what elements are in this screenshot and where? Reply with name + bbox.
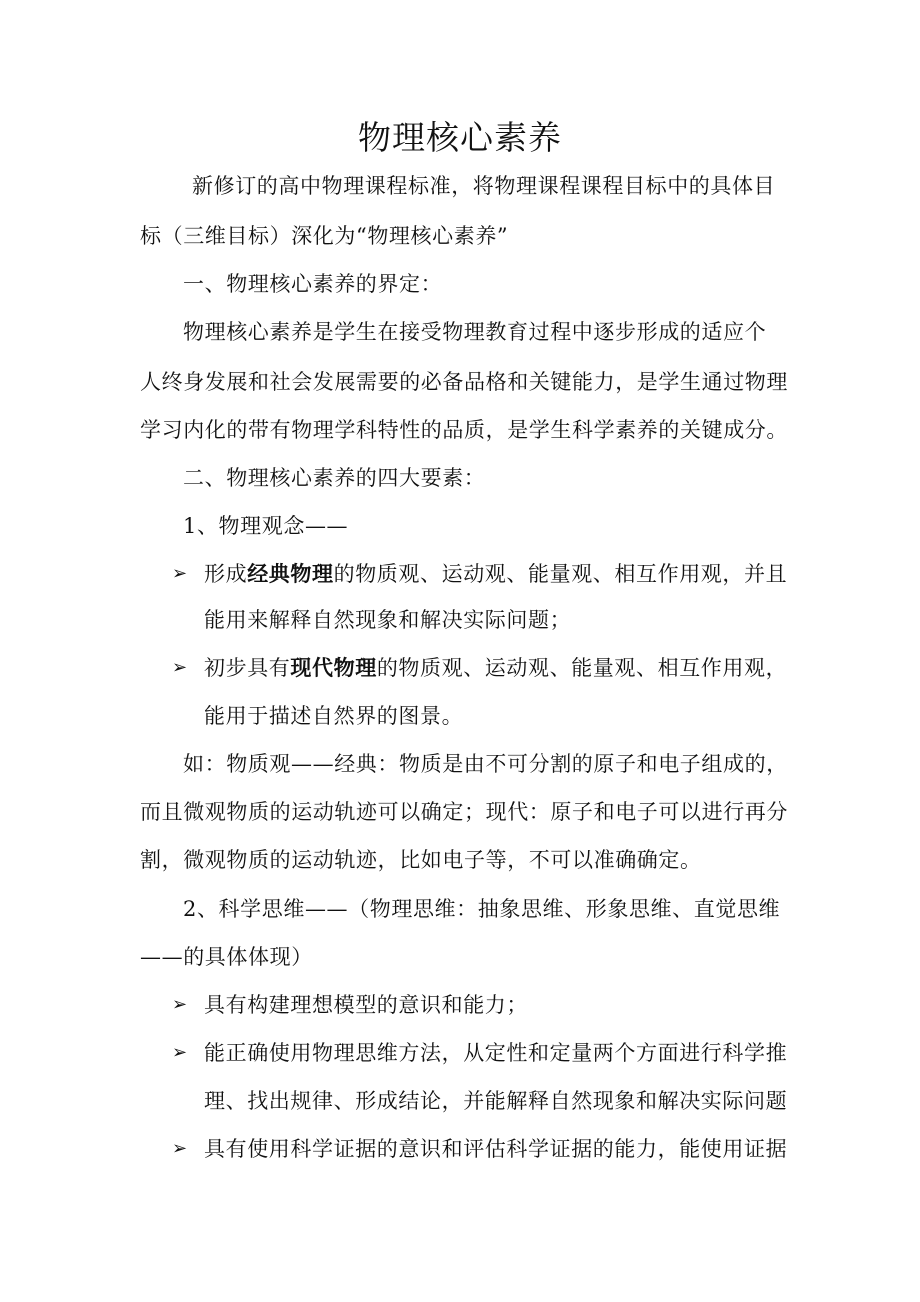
section-2-heading: 二、物理核心素养的四大要素： xyxy=(183,466,486,490)
bullet-continuation: 能用于描述自然界的图景。 xyxy=(204,704,464,728)
bullet-arrow-icon: ➢ xyxy=(172,1042,188,1063)
bullet-item xyxy=(204,558,787,590)
bullet-continuation: 理、找出规律、形成结论，并能解释自然现象和解决实际问题 xyxy=(204,1089,788,1113)
section-1-line-1: 物理核心素养是学生在接受物理教育过程中逐步形成的适应个 xyxy=(183,320,767,344)
bullet-item: 具有使用科学证据的意识和评估科学证据的能力，能使用证据 xyxy=(204,1137,788,1161)
bullet-continuation: 能用来解释自然现象和解决实际问题； xyxy=(204,608,572,632)
example-line-1: 如：物质观——经典：物质是由不可分割的原子和电子组成的， xyxy=(183,752,788,776)
section-1-heading: 一、物理核心素养的界定： xyxy=(183,272,443,296)
bullet-arrow-icon: ➢ xyxy=(172,1138,188,1159)
bullet-arrow-icon: ➢ xyxy=(172,657,188,678)
bullet-text-pre: 初步具有 xyxy=(204,656,291,680)
intro-line-1: 新修订的高中物理课程标准，将物理课程课程目标中的具体目 xyxy=(192,174,776,198)
page-title: 物理核心素养 xyxy=(358,118,562,157)
item-1-heading: 1、物理观念—— xyxy=(183,514,349,538)
item-2-heading-line-2: ——的具体体现） xyxy=(140,945,313,969)
example-line-3: 割，微观物质的运动轨迹，比如电子等，不可以准确确定。 xyxy=(140,848,702,872)
bullet-text-bold: 现代物理 xyxy=(290,656,377,680)
bullet-item: 具有构建理想模型的意识和能力； xyxy=(204,993,528,1017)
bullet-item xyxy=(204,652,787,684)
section-1-line-3: 学习内化的带有物理学科特性的品质，是学生科学素养的关键成分。 xyxy=(140,418,788,442)
bullet-arrow-icon: ➢ xyxy=(172,994,188,1015)
example-line-2: 而且微观物质的运动轨迹可以确定；现代：原子和电子可以进行再分 xyxy=(140,800,788,824)
bullet-item: 能正确使用物理思维方法，从定性和定量两个方面进行科学推 xyxy=(204,1041,788,1065)
bullet-text-post: 的物质观、运动观、能量观、相互作用观，并且 xyxy=(333,562,788,586)
bullet-arrow-icon: ➢ xyxy=(172,563,188,584)
intro-line-2: 标（三维目标）深化为“物理核心素养” xyxy=(140,224,509,248)
bullet-text-pre: 形成 xyxy=(204,562,248,586)
section-1-line-2: 人终身发展和社会发展需要的必备品格和关键能力，是学生通过物理 xyxy=(140,370,788,394)
bullet-text-bold: 经典物理 xyxy=(247,562,334,586)
bullet-text-post: 的物质观、运动观、能量观、相互作用观， xyxy=(376,656,788,680)
item-2-heading-line-1: 2、科学思维——（物理思维：抽象思维、形象思维、直觉思维 xyxy=(183,897,781,921)
